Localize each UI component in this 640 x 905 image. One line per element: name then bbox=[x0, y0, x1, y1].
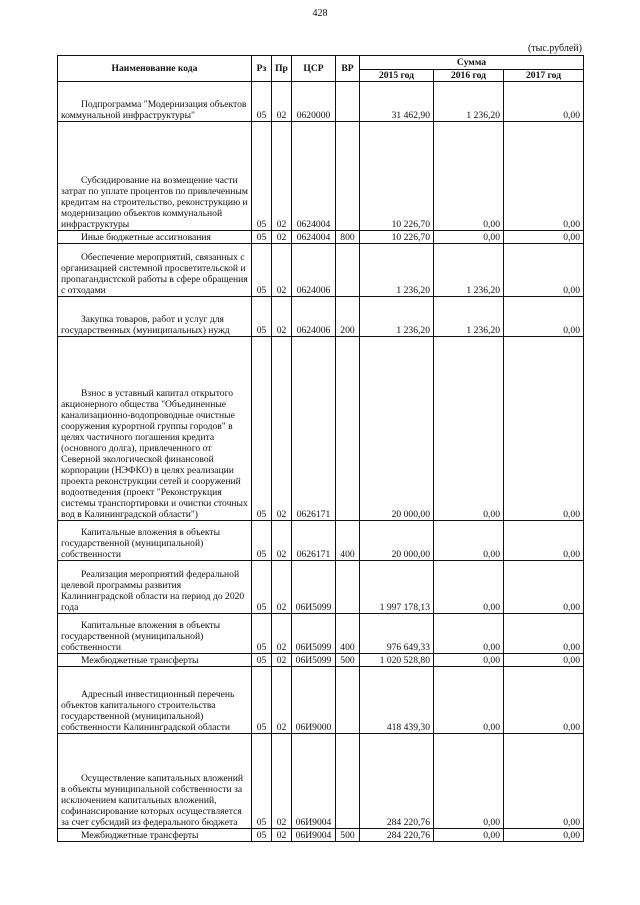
row-rz: 05 bbox=[252, 829, 272, 842]
row-sum-2017: 0,00 bbox=[504, 667, 584, 734]
row-name: Обеспечение мероприятий, связанных с организацией системной просветительской и пропагандистской работы в сфере обращения с отходами bbox=[58, 244, 252, 297]
row-vr: 200 bbox=[336, 297, 360, 337]
row-vr bbox=[336, 734, 360, 829]
table-row bbox=[58, 297, 584, 337]
row-vr: 800 bbox=[336, 231, 360, 244]
row-sum-2017: 0,00 bbox=[504, 244, 584, 297]
row-sum-2016: 0,00 bbox=[434, 337, 504, 521]
table-row bbox=[58, 654, 584, 667]
row-vr bbox=[336, 244, 360, 297]
row-csr: 06И9004 bbox=[292, 734, 336, 829]
row-sum-2017: 0,00 bbox=[504, 654, 584, 667]
row-name: Иные бюджетные ассигнования bbox=[58, 231, 252, 244]
row-vr bbox=[336, 667, 360, 734]
row-sum-2017: 0,00 bbox=[504, 297, 584, 337]
row-sum-2017: 0,00 bbox=[504, 734, 584, 829]
row-sum-2016: 0,00 bbox=[434, 521, 504, 561]
table-row bbox=[58, 829, 584, 842]
table-row bbox=[58, 337, 584, 521]
row-pr: 02 bbox=[272, 521, 292, 561]
row-sum-2017: 0,00 bbox=[504, 231, 584, 244]
row-sum-2017: 0,00 bbox=[504, 521, 584, 561]
row-csr: 0620000 bbox=[292, 82, 336, 122]
row-rz: 05 bbox=[252, 297, 272, 337]
row-sum-2016: 0,00 bbox=[434, 614, 504, 654]
row-sum-2017: 0,00 bbox=[504, 561, 584, 614]
budget-table bbox=[57, 55, 584, 842]
row-name: Осуществление капитальных вложений в объекты муниципальной собственности за исключением капитальных вложений, софинансирование которых осуществляется за счет субсидий из федерального бюджета bbox=[58, 734, 252, 829]
row-name: Реализация мероприятий федеральной целевой программы развития Калининградской области на период до 2020 года bbox=[58, 561, 252, 614]
row-pr: 02 bbox=[272, 337, 292, 521]
header-2017: 2017 год bbox=[504, 70, 584, 82]
header-name: Наименование кода bbox=[58, 56, 252, 82]
table-body bbox=[58, 82, 584, 842]
row-pr: 02 bbox=[272, 122, 292, 231]
row-name: Взнос в уставный капитал открытого акционерного общества "Объединенные канализационно-водопроводные очистные сооружения курортной группы городов" в целях частичного погашения кредита (основного долга), привлеченного от Северной экологической финансовой корпорации (НЭФКО) в целях реализации проекта реконструкции сетей и сооружений водоотведения (проект "Реконструкция системы транспортировки и очистки сточных вод в Калининградской области") bbox=[58, 337, 252, 521]
header-2015: 2015 год bbox=[360, 70, 434, 82]
header-vr: ВР bbox=[336, 56, 360, 82]
row-sum-2017: 0,00 bbox=[504, 337, 584, 521]
row-pr: 02 bbox=[272, 244, 292, 297]
row-csr: 0624006 bbox=[292, 297, 336, 337]
row-sum-2017: 0,00 bbox=[504, 614, 584, 654]
row-sum-2015: 1 997 178,13 bbox=[360, 561, 434, 614]
header-sum: Сумма bbox=[360, 56, 584, 70]
row-rz: 05 bbox=[252, 337, 272, 521]
row-pr: 02 bbox=[272, 561, 292, 614]
row-name: Подпрограмма "Модернизация объектов коммунальной инфраструктуры" bbox=[58, 82, 252, 122]
row-sum-2016: 0,00 bbox=[434, 231, 504, 244]
row-csr: 06И5099 bbox=[292, 654, 336, 667]
table-row bbox=[58, 82, 584, 122]
table-row bbox=[58, 614, 584, 654]
row-sum-2015: 10 226,70 bbox=[360, 231, 434, 244]
row-sum-2017: 0,00 bbox=[504, 82, 584, 122]
row-csr: 06И5099 bbox=[292, 614, 336, 654]
table-row bbox=[58, 122, 584, 231]
row-pr: 02 bbox=[272, 82, 292, 122]
row-vr: 400 bbox=[336, 614, 360, 654]
row-pr: 02 bbox=[272, 654, 292, 667]
row-vr bbox=[336, 122, 360, 231]
row-sum-2016: 0,00 bbox=[434, 734, 504, 829]
row-rz: 05 bbox=[252, 561, 272, 614]
row-pr: 02 bbox=[272, 667, 292, 734]
row-pr: 02 bbox=[272, 231, 292, 244]
table-row bbox=[58, 231, 584, 244]
header-rz: Рз bbox=[252, 56, 272, 82]
row-sum-2015: 10 226,70 bbox=[360, 122, 434, 231]
row-csr: 0624006 bbox=[292, 244, 336, 297]
row-sum-2017: 0,00 bbox=[504, 122, 584, 231]
row-sum-2016: 0,00 bbox=[434, 829, 504, 842]
row-vr: 400 bbox=[336, 521, 360, 561]
row-sum-2015: 1 236,20 bbox=[360, 244, 434, 297]
row-csr: 06И9004 bbox=[292, 829, 336, 842]
row-name: Капитальные вложения в объекты государственной (муниципальной) собственности bbox=[58, 521, 252, 561]
row-name: Межбюджетные трансферты bbox=[58, 829, 252, 842]
table-row bbox=[58, 244, 584, 297]
row-sum-2015: 284 220,76 bbox=[360, 734, 434, 829]
row-sum-2016: 1 236,20 bbox=[434, 244, 504, 297]
row-csr: 0624004 bbox=[292, 122, 336, 231]
row-sum-2015: 31 462,90 bbox=[360, 82, 434, 122]
table-row bbox=[58, 667, 584, 734]
row-rz: 05 bbox=[252, 734, 272, 829]
row-csr: 0626171 bbox=[292, 337, 336, 521]
row-vr bbox=[336, 82, 360, 122]
header-pr: Пр bbox=[272, 56, 292, 82]
page-number: 428 bbox=[312, 8, 328, 19]
row-vr: 500 bbox=[336, 654, 360, 667]
row-sum-2016: 0,00 bbox=[434, 122, 504, 231]
header-csr: ЦСР bbox=[292, 56, 336, 82]
row-rz: 05 bbox=[252, 667, 272, 734]
row-sum-2017: 0,00 bbox=[504, 829, 584, 842]
row-rz: 05 bbox=[252, 231, 272, 244]
table-row bbox=[58, 521, 584, 561]
row-pr: 02 bbox=[272, 829, 292, 842]
row-vr: 500 bbox=[336, 829, 360, 842]
header-2016: 2016 год bbox=[434, 70, 504, 82]
row-sum-2016: 0,00 bbox=[434, 561, 504, 614]
row-sum-2016: 1 236,20 bbox=[434, 297, 504, 337]
table-row bbox=[58, 734, 584, 829]
row-sum-2015: 284 220,76 bbox=[360, 829, 434, 842]
row-name: Капитальные вложения в объекты государственной (муниципальной) собственности bbox=[58, 614, 252, 654]
table-row bbox=[58, 561, 584, 614]
row-sum-2015: 20 000,00 bbox=[360, 337, 434, 521]
row-csr: 06И5099 bbox=[292, 561, 336, 614]
row-sum-2015: 1 020 528,80 bbox=[360, 654, 434, 667]
units-label: (тыс.рублей) bbox=[527, 43, 582, 54]
row-rz: 05 bbox=[252, 521, 272, 561]
row-csr: 0624004 bbox=[292, 231, 336, 244]
row-pr: 02 bbox=[272, 297, 292, 337]
row-sum-2016: 0,00 bbox=[434, 654, 504, 667]
row-rz: 05 bbox=[252, 244, 272, 297]
row-name: Закупка товаров, работ и услуг для государственных (муниципальных) нужд bbox=[58, 297, 252, 337]
row-vr bbox=[336, 337, 360, 521]
row-sum-2016: 0,00 bbox=[434, 667, 504, 734]
row-sum-2015: 418 439,30 bbox=[360, 667, 434, 734]
row-rz: 05 bbox=[252, 614, 272, 654]
row-pr: 02 bbox=[272, 614, 292, 654]
row-vr bbox=[336, 561, 360, 614]
row-rz: 05 bbox=[252, 122, 272, 231]
row-rz: 05 bbox=[252, 82, 272, 122]
row-name: Межбюджетные трансферты bbox=[58, 654, 252, 667]
row-sum-2016: 1 236,20 bbox=[434, 82, 504, 122]
row-sum-2015: 20 000,00 bbox=[360, 521, 434, 561]
row-pr: 02 bbox=[272, 734, 292, 829]
row-rz: 05 bbox=[252, 654, 272, 667]
row-name: Адресный инвестиционный перечень объектов капитального строительства государственной (муниципальной) собственности Калининградской области bbox=[58, 667, 252, 734]
row-sum-2015: 1 236,20 bbox=[360, 297, 434, 337]
row-name: Субсидирование на возмещение части затрат по уплате процентов по привлеченным кредитам на строительство, реконструкцию и модернизацию объектов коммунальной инфраструктуры bbox=[58, 122, 252, 231]
row-csr: 0626171 bbox=[292, 521, 336, 561]
row-sum-2015: 976 649,33 bbox=[360, 614, 434, 654]
row-csr: 06И9000 bbox=[292, 667, 336, 734]
